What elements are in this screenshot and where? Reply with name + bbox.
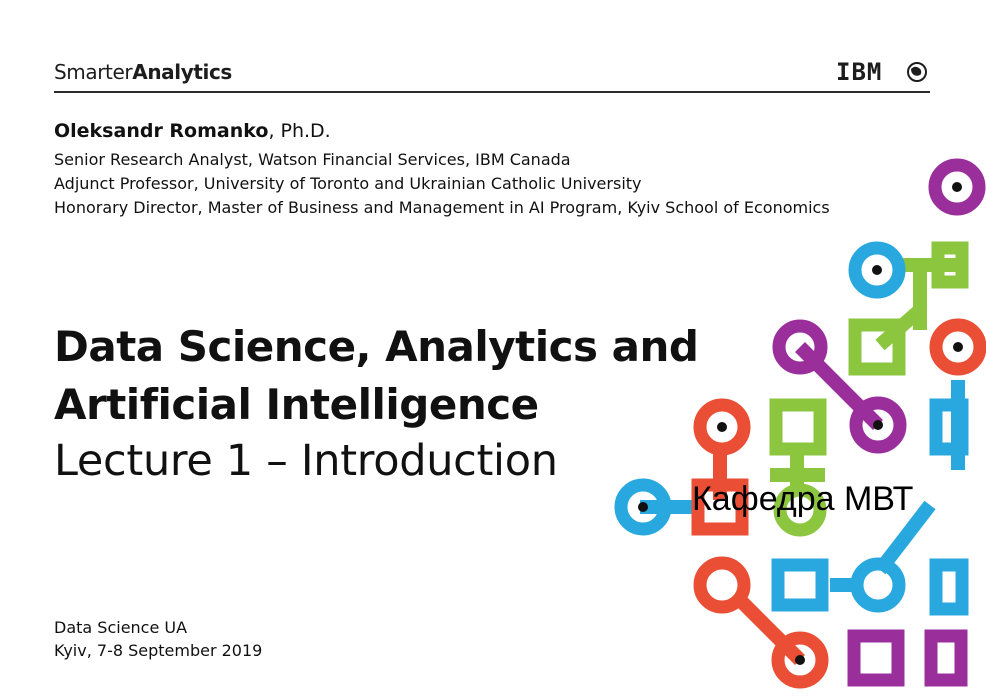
author-role-1: Senior Research Analyst, Watson Financial Services, IBM Canada (54, 150, 571, 169)
square-blue (936, 565, 962, 609)
ring-red (700, 563, 744, 607)
square-green (776, 405, 820, 449)
author-degree: , Ph.D. (268, 120, 331, 142)
author-role-2: Adjunct Professor, University of Toronto and Ukrainian Catholic University (54, 174, 642, 193)
ring-blue (857, 564, 899, 606)
square-blue (936, 405, 962, 449)
title-line-2: Artificial Intelligence (54, 380, 539, 429)
title-line-1: Data Science, Analytics and (54, 322, 699, 371)
lecture-subtitle: Lecture 1 – Introduction (54, 436, 558, 486)
globe-icon (906, 61, 928, 83)
event-name: Data Science UA (54, 618, 188, 637)
square-blue (778, 565, 822, 605)
event-place-date: Kyiv, 7-8 September 2019 (54, 641, 263, 660)
smarter-analytics-logo (54, 60, 232, 84)
author-name: Oleksandr Romanko (54, 120, 269, 142)
ibm-logo: IBM (836, 58, 883, 86)
square-purple (854, 636, 898, 680)
decorative-network-graphic (600, 150, 986, 698)
brand-bold: Analytics (132, 60, 232, 84)
author-line (54, 120, 331, 142)
department-overlay-text: Кафедра МВТ (692, 480, 914, 518)
author-role-3: Honorary Director, Master of Business and Management in AI Program, Kyiv School of Economics (54, 198, 830, 217)
brand-light: Smarter (54, 60, 133, 84)
header-divider (54, 91, 930, 93)
square-purple (931, 636, 961, 680)
